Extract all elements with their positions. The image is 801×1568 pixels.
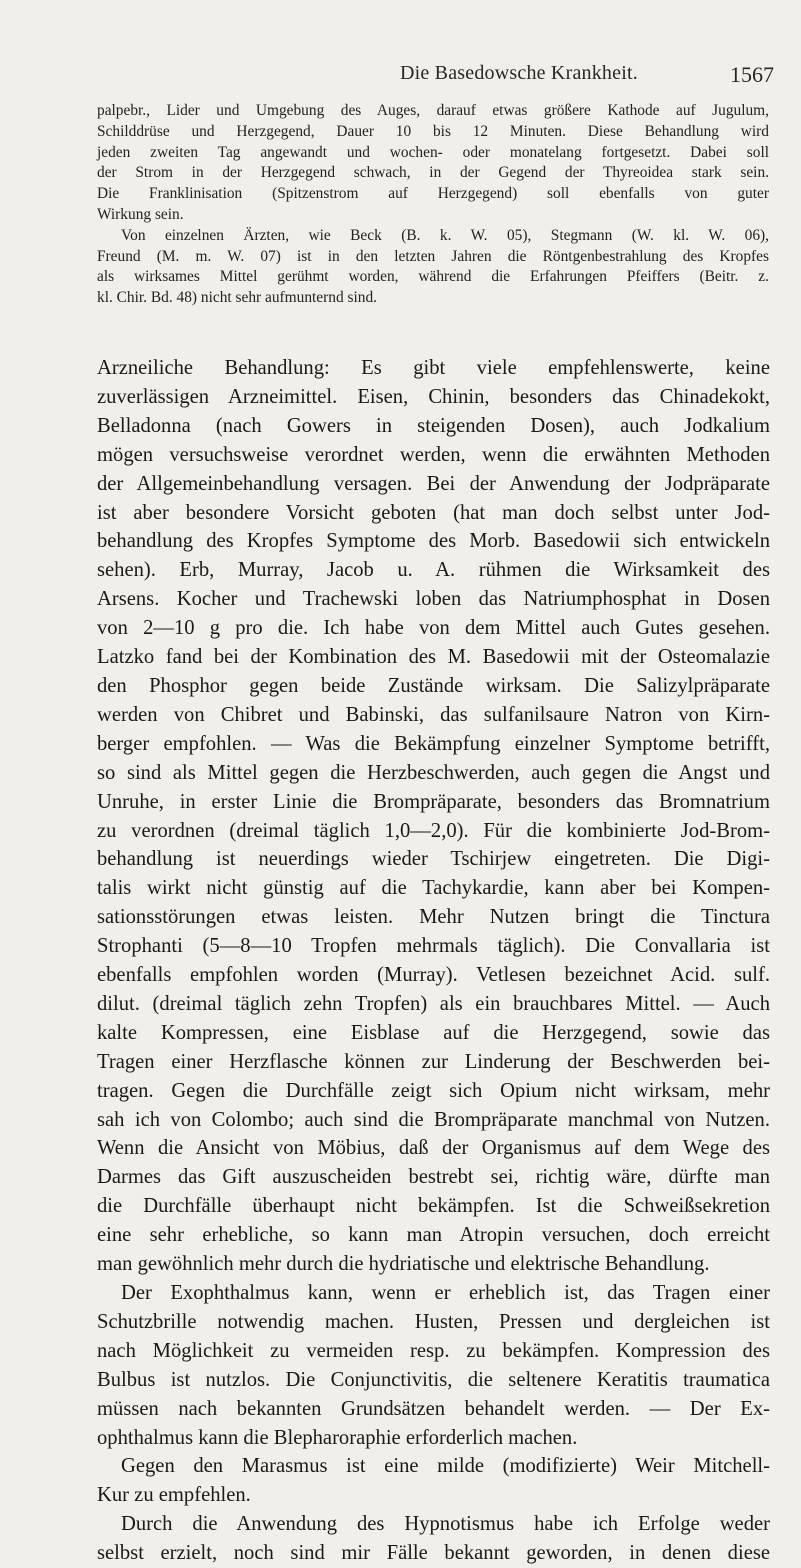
- body-text-line: talis wirkt nicht günstig auf die Tachykardie, kann aber bei Kompen-: [97, 877, 770, 900]
- body-text-line: Unruhe, in erster Linie die Brompräparate, besonders das Bromnatrium: [97, 790, 770, 813]
- small-text-line: palpebr., Lider und Umgebung des Auges, darauf etwas größere Kathode auf Jugulum,: [97, 102, 769, 119]
- body-text-line: eine sehr erhebliche, so kann man Atropin versuchen, doch erreicht: [97, 1224, 770, 1247]
- small-text-line: als wirksames Mittel gerühmt worden, während die Erfahrungen Pfeiffers (Beitr. z.: [97, 268, 769, 286]
- body-text-line: Schutzbrille notwendig machen. Husten, Pressen und dergleichen ist: [97, 1310, 770, 1333]
- body-text-line: Arsens. Kocher und Trachewski loben das Natriumphosphat in Dosen: [97, 588, 770, 611]
- body-text-line: Arzneiliche Behandlung: Es gibt viele empfehlenswerte, keine: [97, 357, 770, 379]
- small-text-line: Von einzelnen Ärzten, wie Beck (B. k. W. 05), Stegmann (W. kl. W. 06),: [121, 226, 769, 244]
- body-text-line: die Durchfälle überhaupt nicht bekämpfen. Ist die Schweißsekretion: [97, 1195, 770, 1218]
- body-text-line: Wenn die Ansicht von Möbius, daß der Organismus auf dem Wege des: [97, 1137, 770, 1160]
- body-text-line: den Phosphor gegen beide Zustände wirksam. Die Salizylpräparate: [97, 674, 770, 697]
- body-text-line: ebenfalls empfohlen worden (Murray). Vetlesen bezeichnet Acid. sulf.: [97, 964, 770, 987]
- body-text-line: tragen. Gegen die Durchfälle zeigt sich Opium nicht wirksam, mehr: [97, 1079, 770, 1102]
- body-text-line: zu verordnen (dreimal täglich 1,0—2,0). Für die kombinierte Jod-Brom-: [97, 819, 770, 842]
- small-text-line: Freund (M. m. W. 07) ist in den letzten Jahren die Röntgenbestrahlung des Kropfes: [97, 247, 769, 265]
- chapter-title: Die Basedowsche Krankheit.: [400, 62, 638, 84]
- body-text-line: behandlung des Kropfes Symptome des Morb. Basedowii sich entwickeln: [97, 530, 770, 553]
- main-text-section: [97, 354, 770, 1568]
- body-text-line: sehen). Erb, Murray, Jacob u. A. rühmen die Wirksamkeit des: [97, 559, 770, 582]
- body-text-line: ophthalmus kann die Blepharoraphie erforderlich machen.: [97, 1426, 578, 1449]
- body-text-line: Belladonna (nach Gowers in steigenden Dosen), auch Jodkalium: [97, 414, 770, 437]
- body-text-line: sationsstörungen etwas leisten. Mehr Nutzen bringt die Tinctura: [97, 906, 770, 929]
- small-text-line: der Strom in der Herzgegend schwach, in der Gegend der Thyreoidea stark sein.: [97, 164, 769, 182]
- body-text-line: Strophanti (5—8—10 Tropfen mehrmals täglich). Die Convallaria ist: [97, 935, 770, 958]
- running-header: [0, 56, 801, 86]
- body-text-line: so sind als Mittel gegen die Herzbeschwerden, auch gegen die Angst und: [97, 761, 770, 784]
- body-text-line: müssen nach bekannten Grundsätzen behandelt werden. — Der Ex-: [97, 1397, 770, 1420]
- body-text-line: berger empfohlen. — Was die Bekämpfung einzelner Symptome betrifft,: [97, 732, 770, 755]
- body-text-line: zuverlässigen Arzneimittel. Eisen, Chinin, besonders das Chinadekokt,: [97, 385, 770, 408]
- body-text-line: kalte Kompressen, eine Eisblase auf die Herzgegend, sowie das: [97, 1021, 770, 1044]
- body-text-line: Gegen den Marasmus ist eine milde (modifizierte) Weir Mitchell-: [121, 1455, 770, 1478]
- body-text-line: Kur zu empfehlen.: [97, 1484, 251, 1507]
- body-text-line: Durch die Anwendung des Hypnotismus habe ich Erfolge weder: [121, 1513, 770, 1536]
- page-number: 1567: [730, 62, 774, 87]
- body-text-line: der Allgemeinbehandlung versagen. Bei der Anwendung der Jodpräparate: [97, 472, 770, 495]
- body-text-line: behandlung ist neuerdings wieder Tschirjew eingetreten. Die Digi-: [97, 848, 770, 871]
- body-text-line: selbst erzielt, noch sind mir Fälle bekannt geworden, in denen diese: [97, 1542, 770, 1565]
- body-text-line: sah ich von Colombo; auch sind die Brompräparate manchmal von Nutzen.: [97, 1108, 770, 1131]
- small-text-line: jeden zweiten Tag angewandt und wochen- oder monatelang fortgesetzt. Dabei soll: [97, 143, 769, 161]
- small-print-section: [97, 101, 769, 309]
- body-text-line: Bulbus ist nutzlos. Die Conjunctivitis, die seltenere Keratitis traumatica: [97, 1368, 770, 1391]
- body-text-line: ist aber besondere Vorsicht geboten (hat man doch selbst unter Jod-: [97, 501, 770, 524]
- body-text-line: Darmes das Gift auszuscheiden bestrebt sei, richtig wäre, dürfte man: [97, 1166, 770, 1189]
- body-text-line: mögen versuchsweise verordnet werden, wenn die erwähnten Methoden: [97, 443, 770, 466]
- body-text-line: man gewöhnlich mehr durch die hydriatische und elektrische Behandlung.: [97, 1253, 710, 1276]
- body-text-line: Tragen einer Herzflasche können zur Linderung der Beschwerden bei-: [97, 1050, 770, 1073]
- body-text-line: Latzko fand bei der Kombination des M. Basedowii mit der Osteomalazie: [97, 646, 770, 669]
- body-text-line: dilut. (dreimal täglich zehn Tropfen) als ein brauchbares Mittel. — Auch: [97, 992, 770, 1015]
- small-text-line: kl. Chir. Bd. 48) nicht sehr aufmunternd sind.: [97, 289, 377, 307]
- body-text-line: werden von Chibret und Babinski, das sulfanilsaure Natron von Kirn-: [97, 703, 770, 726]
- body-text-line: von 2—10 g pro die. Ich habe von dem Mittel auch Gutes gesehen.: [97, 617, 770, 640]
- body-text-line: Der Exophthalmus kann, wenn er erheblich ist, das Tragen einer: [121, 1282, 770, 1304]
- body-text-line: nach Möglichkeit zu vermeiden resp. zu bekämpfen. Kompression des: [97, 1339, 770, 1362]
- small-text-line: Schilddrüse und Herzgegend, Dauer 10 bis 12 Minuten. Diese Behandlung wird: [97, 122, 769, 140]
- small-text-line: Wirkung sein.: [97, 205, 184, 223]
- small-text-line: Die Franklinisation (Spitzenstrom auf Herzgegend) soll ebenfalls von guter: [97, 185, 769, 203]
